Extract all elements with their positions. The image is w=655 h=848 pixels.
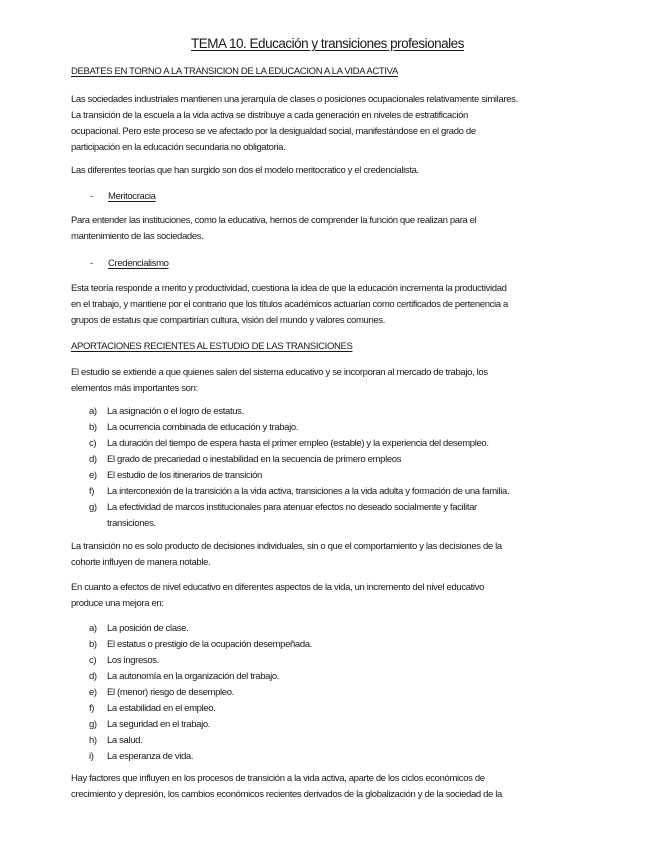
- paragraph-line: La transición de la escuela a la vida activa se distribuye a cada generación en niveles de estratificación: [71, 110, 468, 121]
- paragraph-line: participación en la educación secundaria no obligatoria.: [71, 142, 286, 153]
- list-item: a) La asignación o el logro de estatus.: [89, 406, 244, 417]
- list-item: d) La autonomía en la organización del trabajo.: [89, 671, 280, 682]
- list-item: f) La estabilidad en el empleo.: [89, 703, 216, 714]
- list-item: f) La interconexión de la transición a la vida activa, transiciones a la vida adulta y formación de una familia.: [89, 486, 510, 497]
- transition-elements-list: [89, 404, 589, 532]
- paragraph-factors: [71, 771, 591, 803]
- list-item: c) La duración del tiempo de espera hasta el primer empleo (estable) y la experiencia del desempleo.: [89, 438, 489, 449]
- paragraph-line: Esta teoría responde a merito y productividad, cuestiona la idea de que la educación incrementa la productividad: [71, 283, 507, 294]
- paragraph-line: El estudio se extiende a que quienes salen del sistema educativo y se incorporan al mercado de trabajo, los: [71, 367, 488, 378]
- section-heading-aportaciones: APORTACIONES RECIENTES AL ESTUDIO DE LAS TRANSICIONES: [71, 341, 353, 352]
- paragraph-line: ocupacional. Pero este proceso se ve afectado por la desigualdad social, manifestándose en el grado de: [71, 126, 476, 137]
- list-item: i) La esperanza de vida.: [89, 751, 194, 762]
- paragraph-line: crecimiento y depresión, los cambios económicos recientes derivados de la globalización y de la sociedad de la: [71, 789, 502, 800]
- page-title: TEMA 10. Educación y transiciones profesionales: [191, 36, 464, 51]
- education-effects-list: [89, 621, 589, 765]
- list-item: e) El (menor) riesgo de desempleo.: [89, 687, 234, 698]
- list-item: b) El estatus o prestigio de la ocupación desempeñada.: [89, 639, 313, 650]
- paragraph-line: Para entender las instituciones, como la educativa, hemos de comprender la función que realizan para el: [71, 215, 477, 226]
- paragraph-line: mantenimiento de las sociedades.: [71, 231, 204, 242]
- paragraph-line: grupos de estatus que compartirían cultura, visión del mundo y valores comunes.: [71, 315, 386, 326]
- paragraph-theories: [71, 163, 591, 179]
- dash-marker: -: [90, 258, 94, 269]
- paragraph-line: cohorte influyen de manera notable.: [71, 557, 211, 568]
- paragraph-study-extends: [71, 365, 591, 397]
- paragraph-line: elementos más importantes son:: [71, 383, 198, 394]
- list-item: g) La efectividad de marcos institucionales para atenuar efectos no deseado socialmente y facilitar transiciones.: [89, 502, 477, 529]
- list-item: a) La posición de clase.: [89, 623, 189, 634]
- paragraph-line: La transición no es solo producto de decisiones individuales, sin o que el comportamiento y las decisiones de la: [71, 541, 502, 552]
- paragraph-line: en el trabajo, y mantiene por el contrario que los títulos académicos actuarían como certificados de pertenencia a: [71, 299, 508, 310]
- list-item: b) La ocurrencia combinada de educación y trabajo.: [89, 422, 299, 433]
- paragraph-line: produce una mejora en:: [71, 598, 164, 609]
- list-item: d) El grado de precariedad o inestabilidad en la secuencia de primero empleos: [89, 454, 402, 465]
- paragraph-transition-decisions: [71, 539, 591, 571]
- theory-label: Meritocracia: [108, 191, 156, 202]
- paragraph-line: Hay factores que influyen en los procesos de transición a la vida activa, aparte de los ciclos económicos de: [71, 773, 485, 784]
- paragraph-line: Las diferentes teorías que han surgido son dos el modelo meritocratico y el credencialista.: [71, 165, 419, 176]
- dash-marker: -: [90, 191, 94, 202]
- paragraph-educational-level: [71, 580, 591, 612]
- theory-label: Credencialismo: [108, 258, 169, 269]
- paragraph-institutions: [71, 213, 591, 245]
- list-item: h) La salud.: [89, 735, 143, 746]
- list-item: g) La seguridad en el trabajo.: [89, 719, 211, 730]
- paragraph-line: Las sociedades industriales mantienen una jerarquía de clases o posiciones ocupacionales relativamente similares.: [71, 94, 518, 105]
- paragraph-industrial-societies: [71, 92, 591, 156]
- paragraph-credencialismo: [71, 281, 591, 329]
- section-heading-debates: DEBATES EN TORNO A LA TRANSICION DE LA EDUCACION A LA VIDA ACTIVA: [71, 66, 398, 77]
- list-item: e) El estudio de los itinerarios de transición: [89, 470, 262, 481]
- list-item: c) Los ingresos.: [89, 655, 159, 666]
- paragraph-line: En cuanto a efectos de nivel educativo en diferentes aspectos de la vida, un incremento del nivel educativo: [71, 582, 485, 593]
